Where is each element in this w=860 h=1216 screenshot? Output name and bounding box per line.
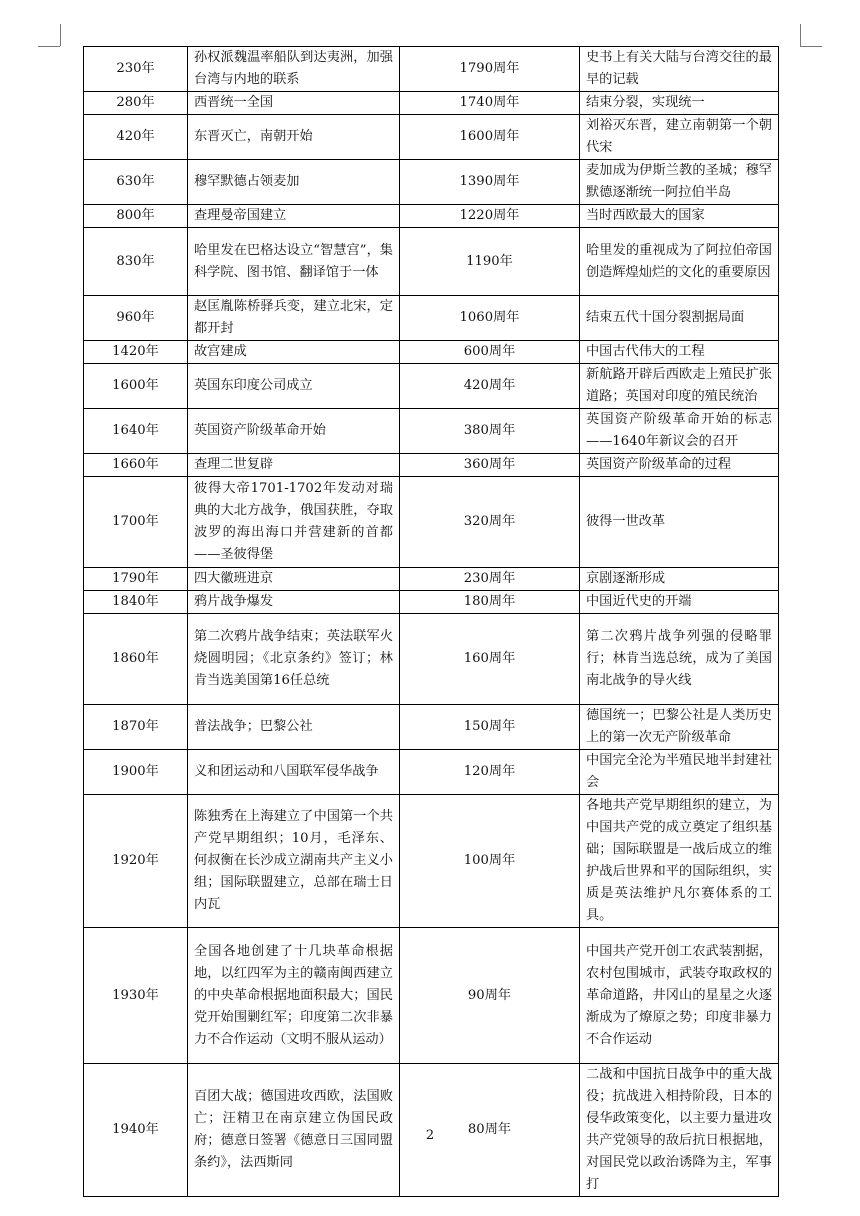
page-number: 2 [425, 1128, 435, 1143]
event-cell: 英国东印度公司成立 [188, 364, 400, 409]
table-body [84, 47, 779, 1197]
anniversary-cell: 160周年 [400, 614, 580, 705]
table-row [84, 614, 779, 705]
event-cell: 故宫建成 [188, 341, 400, 364]
anniversary-cell: 1190年 [400, 228, 580, 296]
significance-cell: 第二次鸦片战争列强的侵略罪行；林肯当选总统，成为了美国南北战争的导火线 [580, 614, 779, 705]
table-row [84, 296, 779, 341]
event-cell: 赵匡胤陈桥驿兵变，建立北宋，定都开封 [188, 296, 400, 341]
event-cell: 西晋统一全国 [188, 92, 400, 115]
event-cell: 鸦片战争爆发 [188, 591, 400, 614]
corner-mark [800, 46, 822, 47]
anniversary-cell: 1600周年 [400, 115, 580, 160]
year-cell: 1640年 [84, 409, 188, 454]
anniversary-cell: 1790周年 [400, 47, 580, 92]
year-cell: 1940年 [84, 1064, 188, 1197]
table-row [84, 477, 779, 568]
significance-cell: 中国近代史的开端 [580, 591, 779, 614]
significance-cell: 英国资产阶级革命的过程 [580, 454, 779, 477]
year-cell: 1840年 [84, 591, 188, 614]
event-cell: 彼得大帝1701-1702年发动对瑞典的大北方战争，俄国获胜，夺取波罗的海出海口并营建新的首都——圣彼得堡 [188, 477, 400, 568]
year-cell: 1790年 [84, 568, 188, 591]
significance-cell: 新航路开辟后西欧走上殖民扩张道路；英国对印度的殖民统治 [580, 364, 779, 409]
year-cell: 830年 [84, 228, 188, 296]
event-cell: 哈里发在巴格达设立“智慧宫”，集科学院、图书馆、翻译馆于一体 [188, 228, 400, 296]
anniversary-cell: 80周年 [400, 1064, 580, 1197]
anniversary-cell: 1220周年 [400, 205, 580, 228]
table-row [84, 454, 779, 477]
anniversary-cell: 420周年 [400, 364, 580, 409]
table-row [84, 795, 779, 928]
anniversary-cell: 100周年 [400, 795, 580, 928]
year-cell: 1420年 [84, 341, 188, 364]
corner-mark [60, 24, 61, 46]
significance-cell: 结束五代十国分裂割据局面 [580, 296, 779, 341]
significance-cell: 德国统一；巴黎公社是人类历史上的第一次无产阶级革命 [580, 705, 779, 750]
table-row [84, 205, 779, 228]
significance-cell: 哈里发的重视成为了阿拉伯帝国创造辉煌灿烂的文化的重要原因 [580, 228, 779, 296]
significance-cell: 英国资产阶级革命开始的标志——1640年新议会的召开 [580, 409, 779, 454]
significance-cell: 中国完全沦为半殖民地半封建社会 [580, 750, 779, 795]
event-cell: 查理曼帝国建立 [188, 205, 400, 228]
table-row [84, 341, 779, 364]
table-row [84, 160, 779, 205]
year-cell: 230年 [84, 47, 188, 92]
event-cell: 东晋灭亡，南朝开始 [188, 115, 400, 160]
event-cell: 穆罕默德占领麦加 [188, 160, 400, 205]
event-cell: 孙权派魏温率船队到达夷洲，加强台湾与内地的联系 [188, 47, 400, 92]
event-cell: 四大徽班进京 [188, 568, 400, 591]
significance-cell: 京剧逐渐形成 [580, 568, 779, 591]
table-row [84, 92, 779, 115]
table-row [84, 591, 779, 614]
anniversary-cell: 1740周年 [400, 92, 580, 115]
significance-cell: 中国共产党开创工农武装割据，农村包围城市，武装夺取政权的革命道路，井冈山的星星之火逐渐成为了燎原之势；印度非暴力不合作运动 [580, 928, 779, 1064]
year-cell: 960年 [84, 296, 188, 341]
significance-cell: 刘裕灭东晋，建立南朝第一个朝代宋 [580, 115, 779, 160]
event-cell: 百团大战；德国进攻西欧，法国败亡；汪精卫在南京建立伪国民政府；德意日签署《德意日三国同盟条约》，法西斯同 [188, 1064, 400, 1197]
significance-cell: 彼得一世改革 [580, 477, 779, 568]
year-cell: 1870年 [84, 705, 188, 750]
year-cell: 280年 [84, 92, 188, 115]
anniversary-table [83, 46, 779, 1197]
significance-cell: 中国古代伟大的工程 [580, 341, 779, 364]
table-row [84, 47, 779, 92]
table-row [84, 928, 779, 1064]
year-cell: 800年 [84, 205, 188, 228]
anniversary-cell: 320周年 [400, 477, 580, 568]
year-cell: 630年 [84, 160, 188, 205]
year-cell: 1700年 [84, 477, 188, 568]
year-cell: 1860年 [84, 614, 188, 705]
corner-mark [38, 46, 60, 47]
table-row [84, 409, 779, 454]
event-cell: 查理二世复辟 [188, 454, 400, 477]
event-cell: 第二次鸦片战争结束；英法联军火烧圆明园；《北京条约》签订；林肯当选美国第16任总统 [188, 614, 400, 705]
anniversary-cell: 90周年 [400, 928, 580, 1064]
anniversary-cell: 1060周年 [400, 296, 580, 341]
event-cell: 全国各地创建了十几块革命根据地，以红四军为主的赣南闽西建立的中央革命根据地面积最大；国民党开始围剿红军；印度第二次非暴力不合作运动（文明不服从运动） [188, 928, 400, 1064]
year-cell: 420年 [84, 115, 188, 160]
anniversary-cell: 380周年 [400, 409, 580, 454]
table-row [84, 705, 779, 750]
corner-mark [800, 24, 801, 46]
significance-cell: 结束分裂，实现统一 [580, 92, 779, 115]
year-cell: 1600年 [84, 364, 188, 409]
event-cell: 英国资产阶级革命开始 [188, 409, 400, 454]
significance-cell: 史书上有关大陆与台湾交往的最早的记载 [580, 47, 779, 92]
anniversary-cell: 1390周年 [400, 160, 580, 205]
event-cell: 陈独秀在上海建立了中国第一个共产党早期组织；10月，毛泽东、何叔衡在长沙成立湖南共产主义小组；国际联盟建立，总部在瑞士日内瓦 [188, 795, 400, 928]
year-cell: 1930年 [84, 928, 188, 1064]
significance-cell: 当时西欧最大的国家 [580, 205, 779, 228]
anniversary-cell: 360周年 [400, 454, 580, 477]
event-cell: 义和团运动和八国联军侵华战争 [188, 750, 400, 795]
significance-cell: 二战和中国抗日战争中的重大战役；抗战进入相持阶段，日本的侵华政策变化，以主要力量进攻共产党领导的敌后抗日根据地，对国民党以政治诱降为主，军事打 [580, 1064, 779, 1197]
anniversary-cell: 120周年 [400, 750, 580, 795]
table-row [84, 228, 779, 296]
significance-cell: 各地共产党早期组织的建立，为中国共产党的成立奠定了组织基础；国际联盟是一战后成立的维护战后世界和平的国际组织，实质是英法维护凡尔赛体系的工具。 [580, 795, 779, 928]
significance-cell: 麦加成为伊斯兰教的圣城；穆罕默德逐渐统一阿拉伯半岛 [580, 160, 779, 205]
year-cell: 1660年 [84, 454, 188, 477]
event-cell: 普法战争；巴黎公社 [188, 705, 400, 750]
year-cell: 1900年 [84, 750, 188, 795]
anniversary-cell: 150周年 [400, 705, 580, 750]
year-cell: 1920年 [84, 795, 188, 928]
anniversary-cell: 180周年 [400, 591, 580, 614]
table-row [84, 115, 779, 160]
table-row [84, 364, 779, 409]
table-row [84, 568, 779, 591]
anniversary-cell: 600周年 [400, 341, 580, 364]
table-row [84, 750, 779, 795]
anniversary-cell: 230周年 [400, 568, 580, 591]
